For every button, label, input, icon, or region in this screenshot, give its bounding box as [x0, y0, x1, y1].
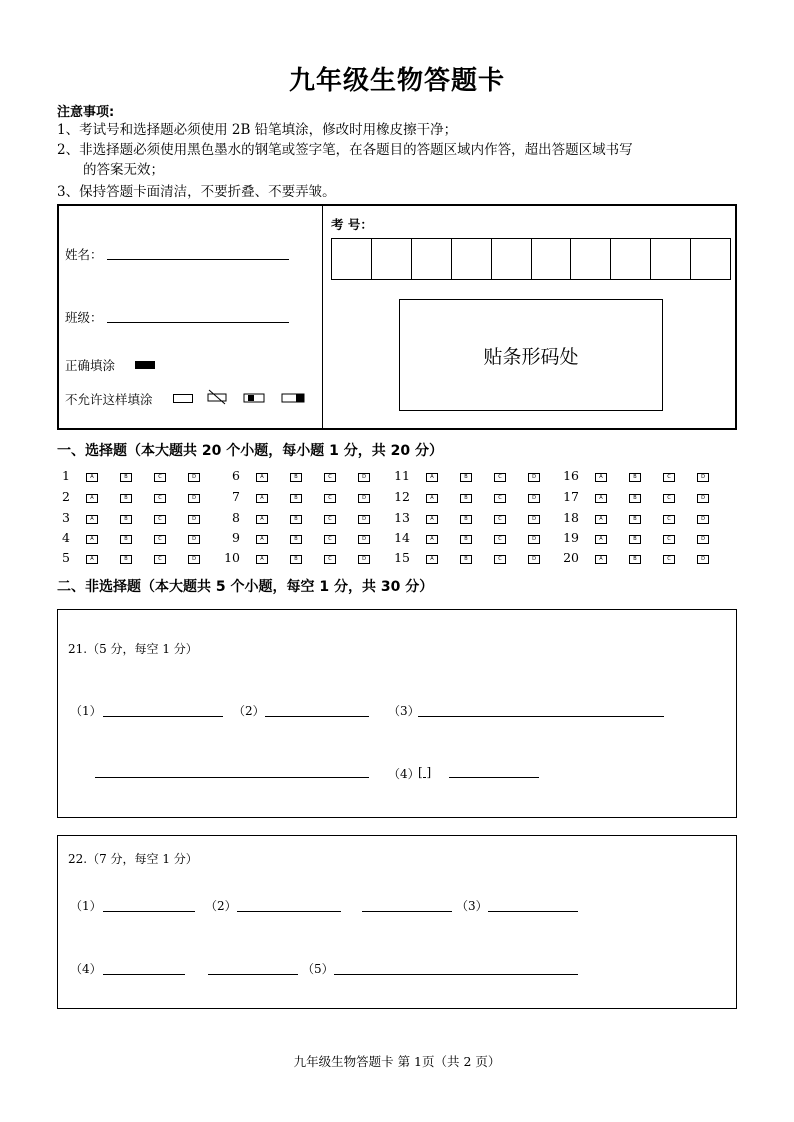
q22-part1-label: （1） [70, 899, 102, 913]
q21-answer-line-1[interactable] [103, 716, 223, 717]
class-field[interactable] [107, 322, 289, 323]
mc-option-bubble[interactable]: B [460, 515, 472, 524]
mc-option-bubble[interactable]: C [324, 555, 336, 564]
mc-option-bubble[interactable]: A [86, 555, 98, 564]
mc-question-number: 3 [62, 510, 70, 525]
mc-option-bubble[interactable]: B [120, 515, 132, 524]
q22-answer-line-4a[interactable] [103, 974, 185, 975]
mc-option-bubble[interactable]: B [290, 494, 302, 503]
mc-question-number: 20 [563, 550, 579, 565]
mc-option-bubble[interactable]: B [120, 535, 132, 544]
mc-option-bubble[interactable]: C [494, 535, 506, 544]
mc-option-bubble[interactable]: B [629, 494, 641, 503]
mc-question-number: 14 [394, 530, 410, 545]
mc-option-bubble[interactable]: A [595, 473, 607, 482]
mc-option-bubble[interactable]: B [290, 535, 302, 544]
mc-option-bubble[interactable]: C [494, 473, 506, 482]
section1-title: 一、选择题（本大题共 20 个小题，每小题 1 分，共 20 分） [57, 443, 443, 459]
note-item: 1、考试号和选择题必须使用 2B 铅笔填涂，修改时用橡皮擦干净； [57, 122, 458, 138]
mc-question-number: 10 [224, 550, 240, 565]
mc-option-bubble[interactable]: A [256, 494, 268, 503]
mc-option-bubble[interactable]: C [324, 535, 336, 544]
mc-option-bubble[interactable]: A [86, 494, 98, 503]
mc-option-bubble[interactable]: C [154, 555, 166, 564]
exam-number-cell[interactable] [651, 239, 691, 279]
exam-number-label: 考 号： [331, 217, 373, 232]
mc-option-bubble[interactable]: C [154, 494, 166, 503]
mc-option-bubble[interactable]: D [697, 473, 709, 482]
q21-part3-label: （3） [388, 704, 420, 718]
q21-part1-label: （1） [70, 704, 102, 718]
notes-heading: 注意事项: [57, 105, 115, 120]
mc-option-bubble[interactable]: B [460, 494, 472, 503]
mc-option-bubble[interactable]: A [426, 473, 438, 482]
mc-option-bubble[interactable]: D [697, 494, 709, 503]
section2-title: 二、非选择题（本大题共 5 个小题，每空 1 分，共 30 分） [57, 579, 434, 595]
exam-number-grid[interactable] [331, 238, 731, 280]
name-label: 姓名： [65, 247, 103, 262]
mc-option-bubble[interactable]: B [290, 555, 302, 564]
mc-option-bubble[interactable]: D [188, 555, 200, 564]
mc-option-bubble[interactable]: A [426, 535, 438, 544]
mc-option-bubble[interactable]: A [256, 473, 268, 482]
note-item: 的答案无效； [83, 162, 164, 178]
mc-option-bubble[interactable]: C [154, 535, 166, 544]
mc-option-bubble[interactable]: A [426, 494, 438, 503]
mc-option-bubble[interactable]: C [663, 515, 675, 524]
mc-option-bubble[interactable]: A [595, 515, 607, 524]
mc-option-bubble[interactable]: C [494, 515, 506, 524]
mc-option-bubble[interactable]: B [460, 535, 472, 544]
mc-option-bubble[interactable]: C [663, 473, 675, 482]
mc-option-bubble[interactable]: A [86, 473, 98, 482]
mc-question-number: 1 [62, 468, 70, 483]
q22-answer-line-2a[interactable] [237, 911, 341, 912]
mc-option-bubble[interactable]: D [528, 473, 540, 482]
mc-option-bubble[interactable]: A [86, 515, 98, 524]
q21-bracket-blank[interactable]: [ ] [418, 765, 432, 779]
mc-option-bubble[interactable]: B [629, 555, 641, 564]
mc-option-bubble[interactable]: C [154, 473, 166, 482]
q22-answer-line-2b[interactable] [362, 911, 452, 912]
mc-question-number: 17 [563, 489, 579, 504]
mc-option-bubble[interactable]: B [120, 494, 132, 503]
exam-number-cell[interactable] [571, 239, 611, 279]
mc-option-bubble[interactable]: D [528, 535, 540, 544]
mc-option-bubble[interactable]: A [256, 515, 268, 524]
mc-option-bubble[interactable]: B [629, 535, 641, 544]
mc-option-bubble[interactable]: D [528, 515, 540, 524]
mc-question-number: 9 [232, 530, 240, 545]
mc-option-bubble[interactable]: D [358, 515, 370, 524]
mc-option-bubble[interactable]: D [188, 535, 200, 544]
wrong-fill-slash-mark [205, 389, 231, 405]
q22-part4-label: （4） [70, 962, 102, 976]
mc-option-bubble[interactable]: A [595, 494, 607, 503]
exam-number-cell[interactable] [611, 239, 651, 279]
mc-option-bubble[interactable]: B [290, 473, 302, 482]
mc-question-number: 4 [62, 530, 70, 545]
mc-option-bubble[interactable]: D [528, 555, 540, 564]
exam-number-cell[interactable] [492, 239, 532, 279]
mc-option-bubble[interactable]: C [324, 473, 336, 482]
wrong-fill-empty-mark [173, 394, 193, 403]
mc-option-bubble[interactable]: A [86, 535, 98, 544]
mc-option-bubble[interactable]: D [358, 473, 370, 482]
mc-option-bubble[interactable]: C [324, 515, 336, 524]
mc-option-bubble[interactable]: C [494, 555, 506, 564]
question-22-box [57, 835, 737, 1009]
wrong-fill-label: 不允许这样填涂 [65, 392, 153, 407]
mc-option-bubble[interactable]: D [697, 555, 709, 564]
q21-part4-label: （4） [388, 767, 420, 781]
mc-question-number: 8 [232, 510, 240, 525]
exam-number-cell[interactable] [332, 239, 372, 279]
question-22-header: 22.（7 分，每空 1 分） [68, 852, 198, 866]
page-footer: 九年级生物答题卡 第 1页（共 2 页） [293, 1054, 501, 1069]
mc-question-number: 19 [563, 530, 579, 545]
mc-question-number: 7 [232, 489, 240, 504]
mc-question-number: 18 [563, 510, 579, 525]
exam-number-cell[interactable] [452, 239, 492, 279]
q22-part2-label: （2） [205, 899, 237, 913]
mc-question-number: 5 [62, 550, 70, 565]
correct-fill-mark [135, 361, 155, 369]
mc-option-bubble[interactable]: C [324, 494, 336, 503]
mc-option-bubble[interactable]: D [188, 473, 200, 482]
mc-option-bubble[interactable]: B [290, 515, 302, 524]
exam-number-cell[interactable] [412, 239, 452, 279]
mc-option-bubble[interactable]: A [426, 515, 438, 524]
mc-option-bubble[interactable]: D [188, 494, 200, 503]
mc-option-bubble[interactable]: B [120, 473, 132, 482]
wrong-fill-partial-mark [281, 392, 307, 404]
q21-answer-line-2[interactable] [265, 716, 369, 717]
note-item: 3、保持答题卡面清洁，不要折叠、不要弄皱。 [57, 184, 336, 200]
mc-option-bubble[interactable]: C [154, 515, 166, 524]
mc-option-bubble[interactable]: D [358, 535, 370, 544]
mc-option-bubble[interactable]: A [426, 555, 438, 564]
correct-fill-label: 正确填涂 [65, 358, 116, 373]
exam-number-cell[interactable] [372, 239, 412, 279]
exam-number-cell[interactable] [691, 239, 730, 279]
mc-question-number: 6 [232, 468, 240, 483]
mc-option-bubble[interactable]: D [528, 494, 540, 503]
mc-question-number: 11 [394, 468, 410, 483]
mc-option-bubble[interactable]: C [663, 535, 675, 544]
student-info-box [57, 204, 737, 430]
mc-option-bubble[interactable]: D [697, 535, 709, 544]
mc-question-number: 12 [394, 489, 410, 504]
mc-question-number: 16 [563, 468, 579, 483]
mc-option-bubble[interactable]: A [595, 555, 607, 564]
exam-number-cell[interactable] [532, 239, 572, 279]
q21-answer-line-4[interactable] [449, 777, 539, 778]
mc-option-bubble[interactable]: D [188, 515, 200, 524]
mc-option-bubble[interactable]: B [629, 515, 641, 524]
mc-option-bubble[interactable]: A [595, 535, 607, 544]
class-label: 班级： [65, 310, 103, 325]
q22-answer-line-4b[interactable] [208, 974, 298, 975]
mc-option-bubble[interactable]: C [494, 494, 506, 503]
q21-part2-label: （2） [233, 704, 265, 718]
mc-option-bubble[interactable]: C [663, 555, 675, 564]
mc-option-bubble[interactable]: B [460, 555, 472, 564]
mc-question-number: 13 [394, 510, 410, 525]
q22-part3-label: （3） [456, 899, 488, 913]
mc-option-bubble[interactable]: B [629, 473, 641, 482]
wrong-fill-half-mark [243, 392, 267, 404]
page-title: 九年级生物答题卡 [288, 66, 505, 96]
name-field[interactable] [107, 259, 289, 260]
mc-option-bubble[interactable]: D [358, 555, 370, 564]
mc-option-bubble[interactable]: D [697, 515, 709, 524]
mc-question-number: 2 [62, 489, 70, 504]
mc-option-bubble[interactable]: B [120, 555, 132, 564]
mc-option-bubble[interactable]: D [358, 494, 370, 503]
q22-answer-line-3[interactable] [488, 911, 578, 912]
mc-option-bubble[interactable]: A [256, 555, 268, 564]
question-21-box [57, 609, 737, 818]
question-21-header: 21.（5 分，每空 1 分） [68, 642, 198, 656]
mc-option-bubble[interactable]: C [663, 494, 675, 503]
q22-answer-line-1[interactable] [103, 911, 195, 912]
barcode-area: 贴条形码处 [399, 299, 663, 411]
mc-question-number: 15 [394, 550, 410, 565]
q21-answer-line-3b[interactable] [95, 777, 369, 778]
q22-answer-line-5[interactable] [334, 974, 578, 975]
mc-option-bubble[interactable]: A [256, 535, 268, 544]
student-info-left [59, 206, 323, 428]
q21-answer-line-3[interactable] [418, 716, 664, 717]
note-item: 2、非选择题必须使用黑色墨水的钢笔或签字笔，在各题目的答题区域内作答，超出答题区域书写 [57, 142, 633, 158]
mc-option-bubble[interactable]: B [460, 473, 472, 482]
q22-part5-label: （5） [302, 962, 334, 976]
